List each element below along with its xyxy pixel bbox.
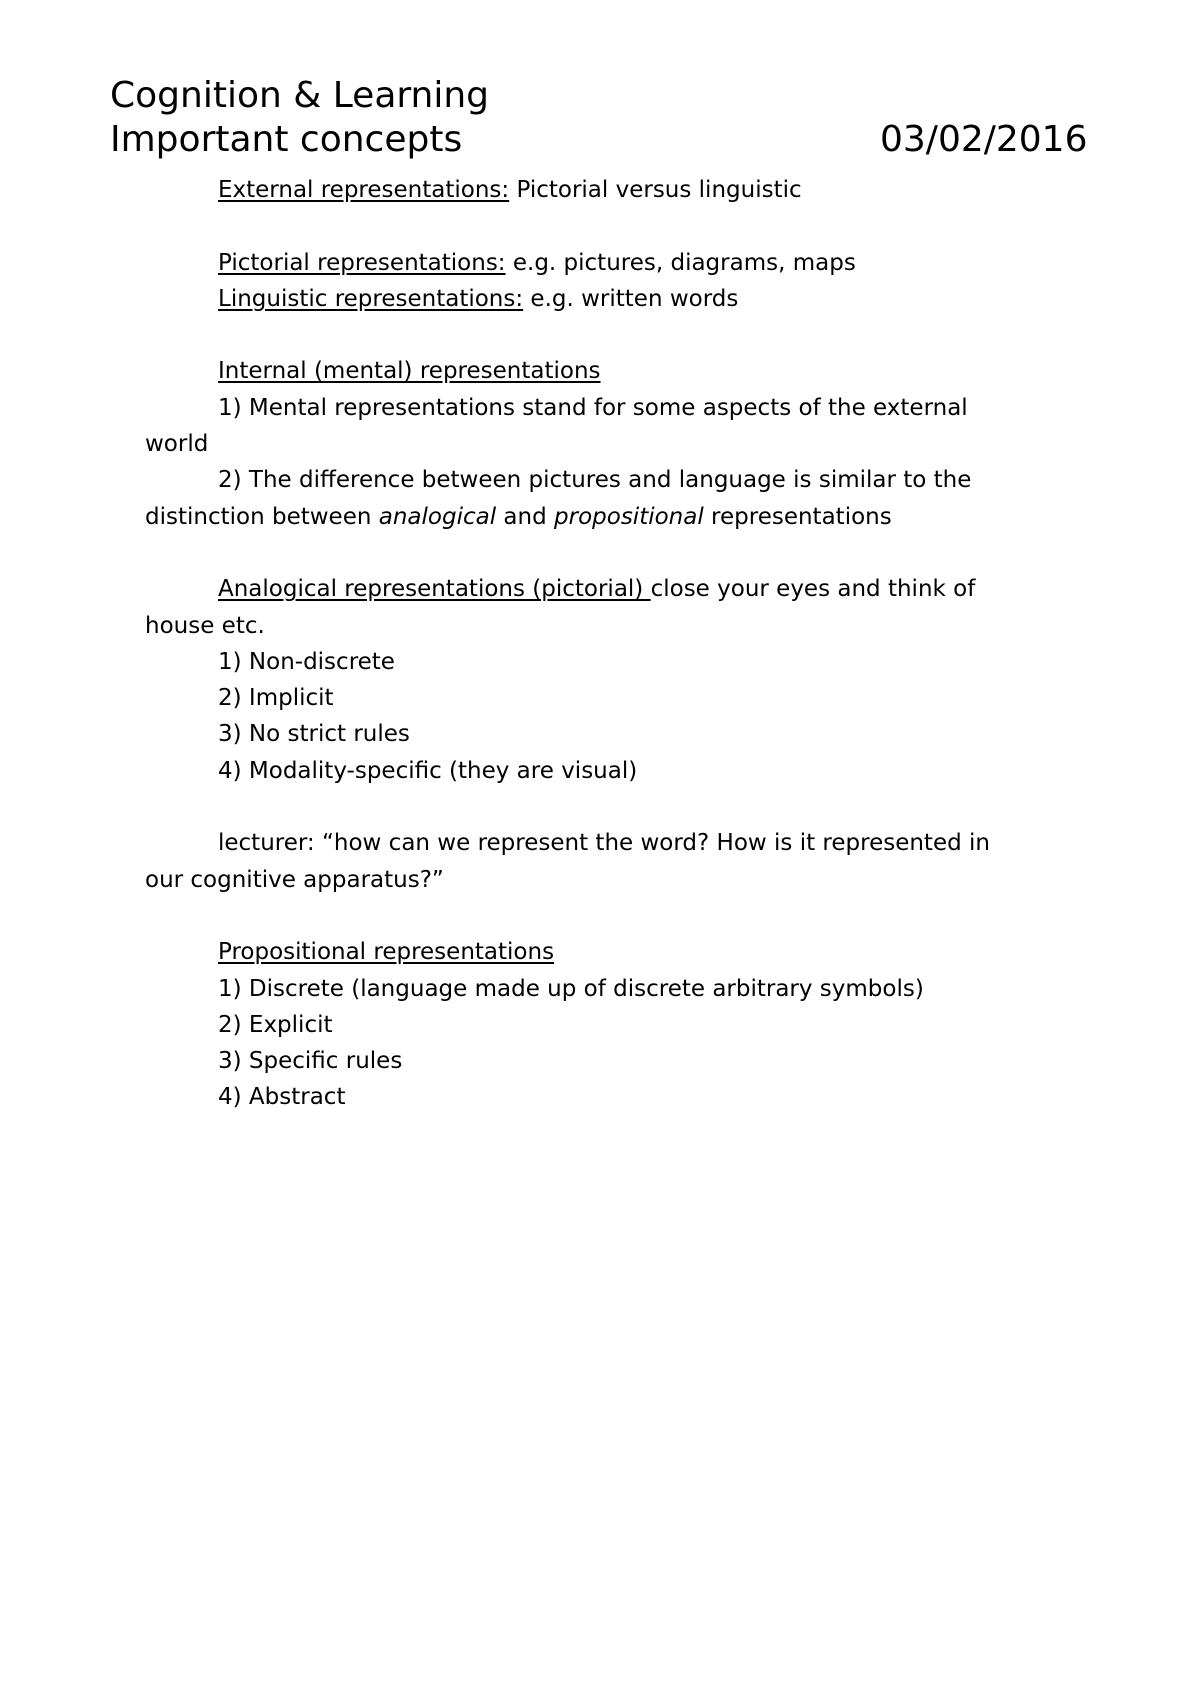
item-text: and [496,503,555,530]
list-item-continuation [145,426,1085,462]
empty-item [145,208,1085,244]
list-item [145,462,1085,498]
list-item [145,172,1085,208]
list-item [145,680,1085,716]
list-item-continuation [145,608,1085,644]
notes-body [145,172,1085,1152]
term-external-representations: External representations: [218,177,510,203]
item-text: 3) Specific rules [218,1048,403,1075]
item-text: house etc. [145,612,265,639]
empty-item [145,1116,1085,1152]
empty-item [145,317,1085,353]
term-linguistic-representations: Linguistic representations: [218,285,524,312]
list-item [145,716,1085,752]
document-title: Cognition & Learning [110,75,490,116]
item-text: 1) Discrete (language made up of discrete arbitrary symbols) [218,975,924,1002]
item-text: 1) Non-discrete [218,648,395,675]
heading-analogical-representations: Analogical representations (pictorial) [218,576,651,603]
list-item [145,753,1085,789]
list-item [145,971,1085,1007]
list-item [145,281,1085,317]
document-date: 03/02/2016 [880,119,1088,160]
item-text: e.g. pictures, diagrams, maps [505,249,856,276]
lecturer-quote: our cognitive apparatus?” [145,866,444,893]
term-propositional: propositional [554,503,704,530]
list-item [145,825,1085,861]
list-item-continuation [145,499,1085,535]
empty-item [145,535,1085,571]
item-text: 2) Explicit [218,1011,333,1038]
item-text: distinction between [145,503,379,530]
empty-item [145,789,1085,825]
list-item [145,1043,1085,1079]
list-item [145,1007,1085,1043]
item-text: 3) No strict rules [218,721,410,748]
lecturer-quote: lecturer: “how can we represent the word? How is it represented in [218,830,990,857]
list-item [145,644,1085,680]
list-item [145,353,1085,389]
item-text: 1) Mental representations stand for some aspects of the external [218,394,968,421]
item-text: 2) Implicit [218,685,334,712]
term-pictorial-representations: Pictorial representations: [218,249,506,276]
item-text: Pictorial versus linguistic [509,177,802,203]
list-item [145,390,1085,426]
item-text: close your eyes and think of [650,576,976,603]
item-text: 4) Modality-specific (they are visual) [218,757,638,784]
item-text: 2) The difference between pictures and language is similar to the [218,467,972,494]
item-text: world [145,431,209,458]
heading-propositional-representations: Propositional representations [218,939,555,966]
item-text: 4) Abstract [218,1084,346,1111]
item-text: e.g. written words [523,285,739,312]
document-subtitle: Important concepts [110,119,463,160]
empty-item [145,898,1085,934]
list-item-continuation [145,862,1085,898]
list-item [145,934,1085,970]
heading-internal-representations: Internal (mental) representations [218,358,601,385]
item-text: representations [703,503,892,530]
term-analogical: analogical [378,503,497,530]
list-item [145,1079,1085,1115]
list-item [145,245,1085,281]
list-item [145,571,1085,607]
